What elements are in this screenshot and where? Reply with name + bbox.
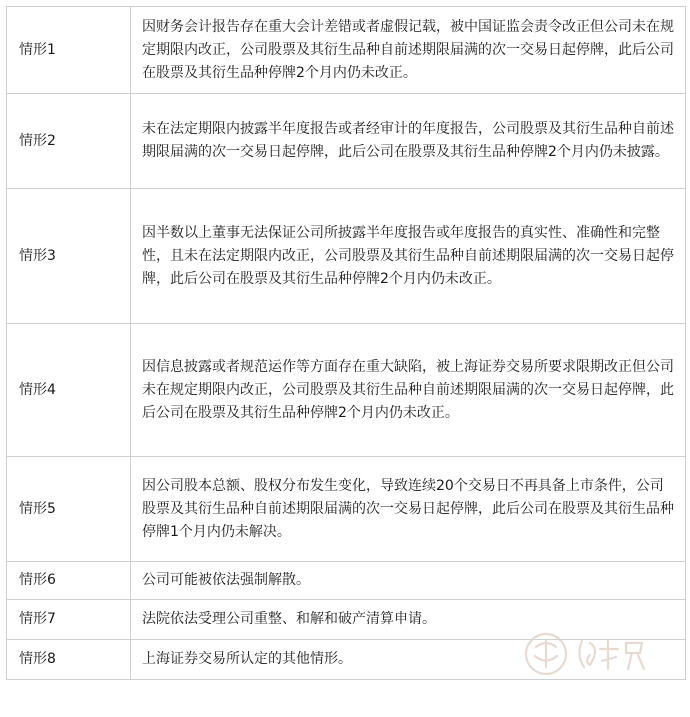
table-row [7, 562, 686, 600]
table-row [7, 457, 686, 562]
case-label: 情形8 [7, 640, 131, 680]
table-row [7, 189, 686, 324]
case-label: 情形5 [7, 457, 131, 562]
case-description: 因信息披露或者规范运作等方面存在重大缺陷，被上海证券交易所要求限期改正但公司未在规定期限内改正，公司股票及其衍生品种自前述期限届满的次一交易日起停牌，此后公司在股票及其衍生品种停牌2个月内仍未改正。 [131, 324, 686, 457]
case-description: 因半数以上董事无法保证公司所披露半年度报告或年度报告的真实性、准确性和完整性，且未在法定期限内改正，公司股票及其衍生品种自前述期限届满的次一交易日起停牌，此后公司在股票及其衍生品种停牌2个月内仍未改正。 [131, 189, 686, 324]
case-label: 情形4 [7, 324, 131, 457]
case-label: 情形3 [7, 189, 131, 324]
table-row [7, 7, 686, 94]
case-description: 公司可能被依法强制解散。 [131, 562, 686, 600]
table-row [7, 324, 686, 457]
case-description: 因公司股本总额、股权分布发生变化，导致连续20个交易日不再具备上市条件，公司股票及其衍生品种自前述期限届满的次一交易日起停牌，此后公司在股票及其衍生品种停牌1个月内仍未解决。 [131, 457, 686, 562]
case-label: 情形7 [7, 600, 131, 640]
table-row [7, 94, 686, 189]
case-description: 因财务会计报告存在重大会计差错或者虚假记载，被中国证监会责令改正但公司未在规定期限内改正，公司股票及其衍生品种自前述期限届满的次一交易日起停牌，此后公司在股票及其衍生品种停牌2个月内仍未改正。 [131, 7, 686, 94]
case-description: 上海证券交易所认定的其他情形。 [131, 640, 686, 680]
case-label: 情形1 [7, 7, 131, 94]
case-label: 情形6 [7, 562, 131, 600]
case-label: 情形2 [7, 94, 131, 189]
seal-logo-icon [522, 629, 682, 679]
case-description: 未在法定期限内披露半年度报告或者经审计的年度报告，公司股票及其衍生品种自前述期限届满的次一交易日起停牌，此后公司在股票及其衍生品种停牌2个月内仍未披露。 [131, 94, 686, 189]
delisting-cases-table [6, 6, 686, 680]
case-description: 法院依法受理公司重整、和解和破产清算申请。 [131, 600, 686, 640]
